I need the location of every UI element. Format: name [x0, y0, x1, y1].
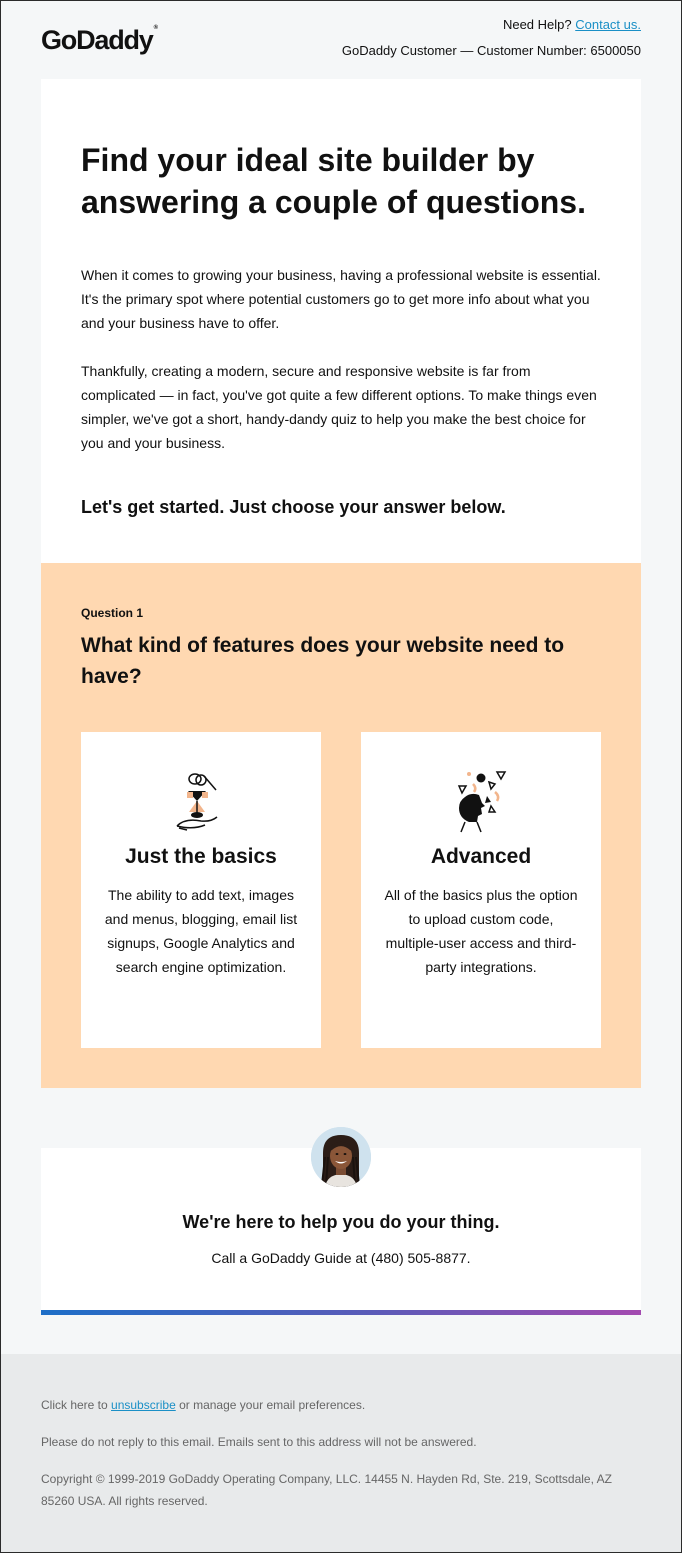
- question-number: Question 1: [81, 606, 144, 620]
- intro-card: [41, 79, 641, 563]
- trademark-mark: ®: [153, 25, 159, 31]
- option-description: All of the basics plus the option to upload custom code, multiple-user access and third-party integrations.: [384, 887, 578, 975]
- unsubscribe-suffix: or manage your email preferences.: [175, 1398, 366, 1412]
- unsubscribe-prefix: Click here to: [41, 1398, 112, 1412]
- guide-avatar: [311, 1127, 371, 1187]
- option-title: Just the basics: [125, 845, 277, 868]
- quiz-section: [41, 563, 641, 1088]
- unsubscribe-line: [41, 1394, 631, 1416]
- copyright-notice: Copyright © 1999-2019 GoDaddy Operating Company, LLC. 14455 N. Hayden Rd, Ste. 219, Scottsdale, AZ 85260 USA. All rights reserved.: [41, 1472, 612, 1508]
- godaddy-logo[interactable]: GoDaddy®: [41, 25, 159, 55]
- guide-portrait-icon: [311, 1127, 371, 1187]
- intro-paragraph-1: When it comes to growing your business, having a professional website is essential. It's the primary spot where potential customers go to get more info about what you and your business have to offer.: [81, 267, 601, 331]
- head-with-shapes-icon: [451, 770, 511, 834]
- answer-basics-button[interactable]: [81, 732, 321, 1048]
- email-footer: [1, 1354, 681, 1552]
- customer-number: GoDaddy Customer — Customer Number: 6500050: [341, 43, 641, 58]
- brand-gradient-divider: [41, 1310, 641, 1315]
- hand-holding-shapes-icon: [171, 770, 231, 834]
- need-help-label: Need Help?: [502, 17, 572, 32]
- unsubscribe-link[interactable]: unsubscribe: [111, 1398, 176, 1412]
- guide-phone-line: Call a GoDaddy Guide at (480) 505-8877.: [211, 1250, 471, 1266]
- page-title: Find your ideal site builder by answering a couple of questions.: [81, 142, 586, 220]
- intro-paragraph-2: Thankfully, creating a modern, secure and responsive website is far from complicated — in fact, you've got quite a few different options. To make things even simpler, we've got a short, handy-dandy quiz to help you make the best choice for you and your business.: [81, 363, 597, 451]
- contact-us-link[interactable]: Contact us.: [575, 17, 641, 32]
- no-reply-notice: Please do not reply to this email. Emails sent to this address will not be answered.: [41, 1435, 477, 1449]
- help-heading: We're here to help you do your thing.: [182, 1212, 500, 1232]
- option-description: The ability to add text, images and menus, blogging, email list signups, Google Analytics and search engine optimization.: [104, 887, 298, 975]
- option-title: Advanced: [430, 845, 532, 868]
- question-text: What kind of features does your website need to have?: [81, 634, 565, 688]
- need-help: [503, 17, 641, 32]
- get-started-heading: Let's get started. Just choose your answer below.: [81, 497, 506, 517]
- answer-advanced-button[interactable]: [361, 732, 601, 1048]
